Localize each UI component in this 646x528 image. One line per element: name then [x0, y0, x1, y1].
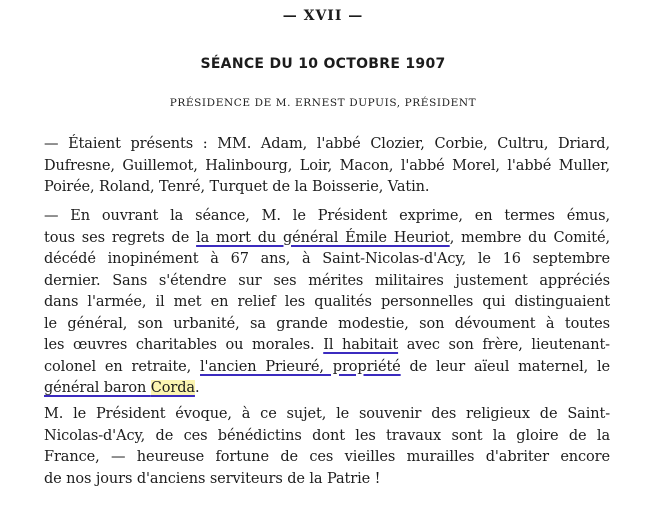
tribute-line-1: — En ouvrant la séance, M. le Président exprime, en termes émus, [44, 208, 610, 224]
presidence-line: PRÉSIDENCE DE M. ERNEST DUPUIS, PRÉSIDENT [169, 97, 477, 109]
tribute-line-8 [44, 357, 610, 379]
underlined-annotation [44, 380, 195, 396]
text-span: colonel en retraite, [44, 358, 201, 375]
text-span: . [194, 380, 200, 396]
text-span: avec son frère, lieutenant- [398, 337, 610, 353]
underlined-annotation: la mort du général Émile Heuriot [196, 229, 450, 246]
history-line-4: de nos jours d'anciens serviteurs de la Patrie ! [44, 470, 381, 487]
tribute-line-6: le général, son urbanité, sa grande modestie, son dévoument à toutes [44, 315, 610, 332]
tribute-line-5: dans l'armée, il met en relief les qualités personnelles qui distinguaient [44, 294, 610, 310]
history-line-1: M. le Président évoque, à ce sujet, le souvenir des religieux de Saint- [44, 406, 610, 422]
session-title: SÉANCE DU 10 OCTOBRE 1907 [200, 56, 446, 72]
text-span: de leur aïeul maternel, le [400, 358, 610, 375]
attendees-line-1: — Étaient présents : MM. Adam, l'abbé Clozier, Corbie, Cultru, Driard, [44, 136, 610, 152]
underlined-annotation: l'ancien Prieuré, propriété [200, 358, 401, 375]
tribute-line-3: décédé inopinément à 67 ans, à Saint-Nicolas-d'Acy, le 16 septembre [44, 251, 610, 267]
highlighted-name: Corda [150, 380, 195, 396]
tribute-line-4: dernier. Sans s'étendre sur ses mérites militaires justement appréciés [44, 272, 610, 289]
tribute-line-7 [44, 335, 610, 357]
tribute-line-2 [44, 228, 610, 250]
attendees-line-3: Poirée, Roland, Tenré, Turquet de la Boisserie, Vatin. [44, 179, 430, 195]
text-span: tous ses regrets de [44, 229, 197, 246]
tribute-paragraph [44, 206, 610, 400]
attendees-paragraph [44, 134, 610, 199]
history-paragraph [44, 404, 610, 490]
tribute-line-9 [44, 378, 610, 400]
history-line-2: Nicolas-d'Acy, de ces bénédictins dont les travaux sont la gloire de la [44, 427, 610, 444]
attendees-line-2: Dufresne, Guillemot, Halinbourg, Loir, Macon, l'abbé Morel, l'abbé Muller, [44, 157, 610, 174]
underlined-annotation: Il habitait [323, 337, 399, 353]
history-line-3: France, — heureuse fortune de ces vieilles murailles d'abriter encore [44, 449, 610, 465]
text-span: , membre du Comité, [449, 229, 610, 246]
text-span: général baron [44, 380, 151, 396]
text-span: les œuvres charitables ou morales. [44, 337, 324, 353]
page-number: — XVII — [282, 8, 364, 24]
